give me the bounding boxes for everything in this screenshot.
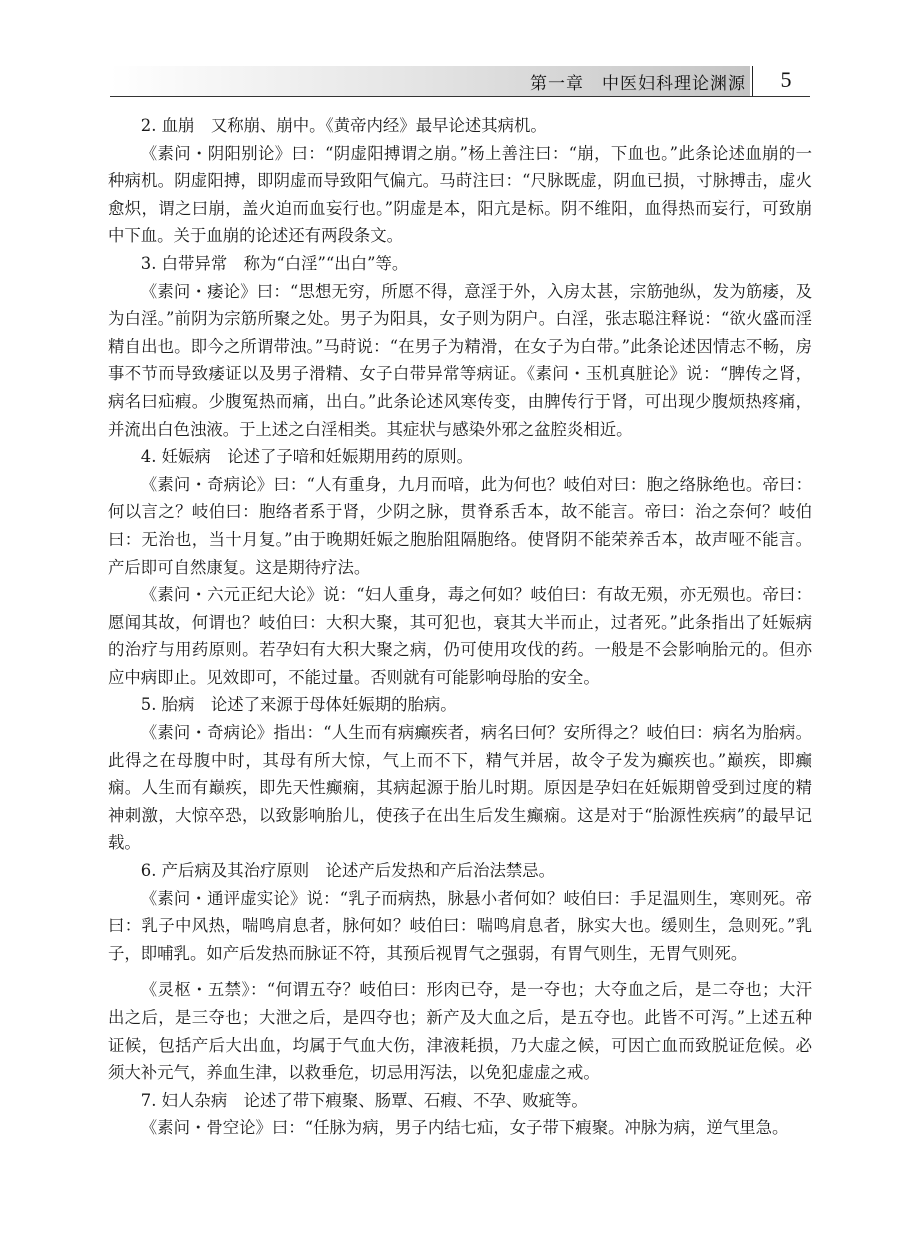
section-heading-leukorrhea: 3. 白带异常 称为“白淫”“出白”等。	[140, 253, 409, 273]
paragraph: 《素问・通评虚实论》说：“乳子而病热，脉悬小者何如？岐伯曰：手足温则生，寒则死。帝曰：乳子中风热，喘鸣肩息者，脉何如？岐伯曰：喘鸣肩息者，脉实大也。缓则生，急则死。”乳子，即哺乳。如产后发热而脉证不符，其预后视胃气之强弱，有胃气则生，无胃气则死。	[108, 888, 812, 963]
running-header	[110, 66, 810, 96]
section-heading-fetal-disease: 5. 胎病 论述了来源于母体妊娠期的胎病。	[140, 695, 457, 715]
chapter-title: 第一章 中医妇科理论渊源	[530, 74, 746, 94]
header-divider	[752, 66, 753, 96]
paragraph: 《素问・阴阳别论》曰：“阴虚阳搏谓之崩。”杨上善注曰：“崩，下血也。”此条论述血崩的一种病机。阴虚阳搏，即阴虚而导致阳气偏亢。马莳注曰：“尺脉既虚，阴血已损，寸脉搏击，虚火愈炽，谓之曰崩，盖火迫而血妄行也。”阴虚是本，阳亢是标。阴不维阳，血得热而妄行，可致崩中下血。关于血崩的论述还有两段条文。	[108, 143, 812, 246]
section-heading-miscellaneous-disease: 7. 妇人杂病 论述了带下瘕聚、肠覃、石瘕、不孕、败疵等。	[140, 1090, 588, 1110]
paragraph: 《素问・奇病论》指出：“人生而有病癫疾者，病名曰何？安所得之？岐伯曰：病名为胎病。此得之在母腹中时，其母有所大惊，气上而不下，精气并居，故令子发为癫疾也。”巅疾，即癫痫。人生而有巅疾，即先天性癫痫，其病起源于胎儿时期。原因是孕妇在妊娠期曾受到过度的精神刺激，大惊卒恐，以致影响胎儿，使孩子在出生后发生癫痫。这是对于“胎源性疾病”的最早记载。	[108, 723, 812, 853]
page-body	[108, 112, 812, 1142]
section-heading-blood-collapse: 2. 血崩 又称崩、崩中。《黄帝内经》最早论述其病机。	[140, 116, 547, 135]
paragraph: 《素问・痿论》曰：“思想无穷，所愿不得，意淫于外，入房太甚，宗筋弛纵，发为筋痿，及为白淫。”前阴为宗筋所聚之处。男子为阳具，女子则为阴户。白淫，张志聪注释说：“欲火盛而淫精自出也。即今之所谓带浊。”马莳说：“在男子为精滑，在女子为白带。”此条论述因情志不畅，房事不节而导致痿证以及男子滑精、女子白带异常等病证。《素问・玉机真脏论》说：“脾传之肾，病名曰疝瘕。少腹冤热而痛，出白。”此条论述风寒传变，由脾传行于肾，可出现少腹烦热疼痛，并流出白色浊液。于上述之白淫相类。其症状与感染外邪之盆腔炎相近。	[108, 281, 812, 439]
paragraph: 《素问・骨空论》曰：“任脉为病，男子内结七疝，女子带下瘕聚。冲脉为病，逆气里急。	[140, 1118, 789, 1138]
section-heading-postpartum-disease: 6. 产后病及其治疗原则 论述产后发热和产后治法禁忌。	[140, 861, 556, 881]
paragraph: 《灵枢・五禁》：“何谓五夺？岐伯曰：形肉已夺，是一夺也；大夺血之后，是二夺也；大汗出之后，是三夺也；大泄之后，是四夺也；新产及大血之后，是五夺也。此皆不可泻。”上述五种证候，包括产后大出血，均属于气血大伤，津液耗损，乃大虚之候，可因亡血而致脱证危候。必须大补元气，养血生津，以救垂危，切忌用泻法，以免犯虚虚之戒。	[108, 980, 812, 1083]
paragraph: 《素问・六元正纪大论》说：“妇人重身，毒之何如？岐伯曰：有故无殒，亦无殒也。帝曰：愿闻其故，何谓也？岐伯曰：大积大聚，其可犯也，衰其大半而止，过者死。”此条指出了妊娠病的治疗与用药原则。若孕妇有大积大聚之病，仍可使用攻伐的药。一般是不会影响胎元的。但亦应中病即止。见效即可，不能过量。否则就有可能影响母胎的安全。	[108, 585, 812, 687]
header-rule	[110, 96, 810, 97]
section-heading-pregnancy-disease: 4. 妊娠病 论述了子喑和妊娠期用药的原则。	[140, 447, 474, 467]
page-number: 5	[780, 67, 792, 92]
paragraph: 《素问・奇病论》曰：“人有重身，九月而喑，此为何也？岐伯对曰：胞之络脉绝也。帝曰：何以言之？岐伯曰：胞络者系于肾，少阴之脉，贯脊系舌本，故不能言。帝曰：治之奈何？岐伯曰：无治也，当十月复。”由于晚期妊娠之胞胎阻隔胞络。使肾阴不能荣养舌本，故声哑不能言。产后即可自然康复。这是期待疗法。	[108, 474, 812, 577]
